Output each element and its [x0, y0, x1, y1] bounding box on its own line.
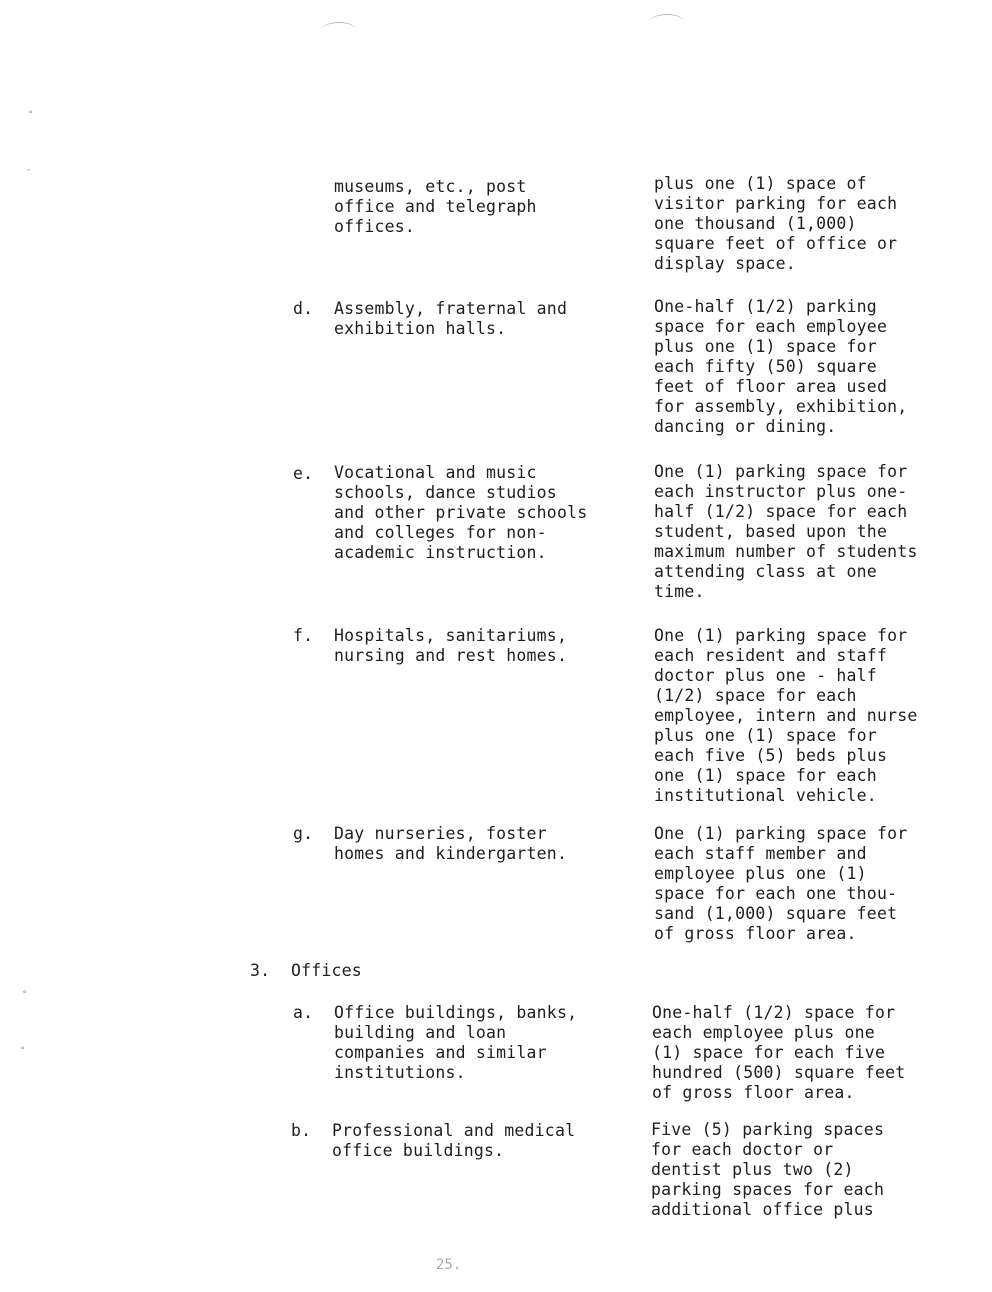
text-line: (1/2) space for each: [654, 686, 857, 705]
page-number: 25.: [436, 1257, 462, 1273]
text-line: display space.: [654, 254, 796, 273]
parking-requirement: [652, 1003, 905, 1103]
text-line: employee plus one (1): [654, 864, 867, 883]
text-line: Hospitals, sanitariums,: [334, 626, 568, 645]
text-line: additional office plus: [651, 1200, 874, 1219]
text-line: feet of floor area used: [654, 377, 888, 396]
text-line: Office buildings, banks,: [334, 1003, 578, 1022]
text-line: One (1) parking space for: [654, 462, 908, 481]
text-line: and other private schools: [334, 503, 588, 522]
text-line: nursing and rest homes.: [334, 646, 568, 665]
parking-requirement: [651, 1120, 884, 1220]
text-line: Vocational and music: [334, 463, 537, 482]
parking-requirement: [654, 462, 917, 602]
parking-requirement: [654, 297, 907, 437]
text-line: sand (1,000) square feet: [654, 904, 898, 923]
section-number: 3.: [250, 961, 271, 980]
text-line: square feet of office or: [654, 234, 898, 253]
text-line: each employee plus one: [652, 1023, 875, 1042]
text-line: plus one (1) space of: [654, 174, 867, 193]
text-line: One (1) parking space for: [654, 824, 908, 843]
item-letter: d.: [293, 299, 314, 318]
text-line: office and telegraph: [334, 197, 537, 216]
text-line: schools, dance studios: [334, 483, 557, 502]
use-description: [334, 1003, 577, 1083]
text-line: plus one (1) space for: [654, 726, 877, 745]
text-line: dancing or dining.: [654, 417, 837, 436]
text-line: hundred (500) square feet: [652, 1063, 906, 1082]
use-description: [334, 824, 567, 864]
text-line: homes and kindergarten.: [334, 844, 568, 863]
parking-requirement: [654, 824, 907, 944]
text-line: each instructor plus one-: [654, 482, 908, 501]
continued-requirement-text: [654, 174, 897, 274]
scan-mark: [650, 14, 684, 29]
text-line: doctor plus one - half: [654, 666, 877, 685]
text-line: time.: [654, 582, 705, 601]
item-letter: e.: [293, 464, 314, 483]
text-line: student, based upon the: [654, 522, 888, 541]
scan-speck: -: [26, 165, 32, 175]
text-line: institutional vehicle.: [654, 786, 877, 805]
text-line: (1) space for each five: [652, 1043, 886, 1062]
text-line: space for each employee: [654, 317, 888, 336]
text-line: space for each one thou-: [654, 884, 898, 903]
text-line: of gross floor area.: [652, 1083, 855, 1102]
text-line: and colleges for non-: [334, 523, 547, 542]
use-description: [334, 299, 567, 339]
item-letter: a.: [293, 1003, 314, 1022]
text-line: parking spaces for each: [651, 1180, 885, 1199]
text-line: companies and similar: [334, 1043, 547, 1062]
text-line: for each doctor or: [651, 1140, 834, 1159]
text-line: institutions.: [334, 1063, 466, 1082]
text-line: each staff member and: [654, 844, 867, 863]
text-line: One-half (1/2) parking: [654, 297, 877, 316]
text-line: attending class at one: [654, 562, 877, 581]
text-line: each five (5) beds plus: [654, 746, 888, 765]
text-line: for assembly, exhibition,: [654, 397, 908, 416]
text-line: one (1) space for each: [654, 766, 877, 785]
text-line: Day nurseries, foster: [334, 824, 547, 843]
text-line: visitor parking for each: [654, 194, 898, 213]
item-letter: b.: [291, 1121, 312, 1140]
scan-speck: °: [20, 1046, 26, 1056]
text-line: academic instruction.: [334, 543, 547, 562]
scan-mark: [322, 22, 356, 37]
text-line: maximum number of students: [654, 542, 918, 561]
text-line: Professional and medical: [332, 1121, 576, 1140]
text-line: museums, etc., post: [334, 177, 527, 196]
text-line: one thousand (1,000): [654, 214, 857, 233]
text-line: Assembly, fraternal and: [334, 299, 568, 318]
item-letter: g.: [293, 824, 314, 843]
continued-use-text: [334, 177, 537, 237]
use-description: [334, 626, 567, 666]
text-line: offices.: [334, 217, 416, 236]
section-title: Offices: [291, 961, 362, 980]
text-line: half (1/2) space for each: [654, 502, 908, 521]
text-line: One-half (1/2) space for: [652, 1003, 896, 1022]
text-line: office buildings.: [332, 1141, 505, 1160]
text-line: employee, intern and nurse: [654, 706, 918, 725]
text-line: Five (5) parking spaces: [651, 1120, 885, 1139]
text-line: One (1) parking space for: [654, 626, 908, 645]
text-line: plus one (1) space for: [654, 337, 877, 356]
scan-speck: °: [22, 990, 28, 1000]
text-line: building and loan: [334, 1023, 507, 1042]
text-line: each fifty (50) square: [654, 357, 877, 376]
scan-speck: °: [28, 110, 34, 120]
use-description: [334, 463, 587, 563]
text-line: each resident and staff: [654, 646, 888, 665]
parking-requirement: [654, 626, 917, 806]
text-line: of gross floor area.: [654, 924, 857, 943]
text-line: exhibition halls.: [334, 319, 507, 338]
text-line: dentist plus two (2): [651, 1160, 854, 1179]
use-description: [332, 1121, 575, 1161]
item-letter: f.: [293, 626, 314, 645]
